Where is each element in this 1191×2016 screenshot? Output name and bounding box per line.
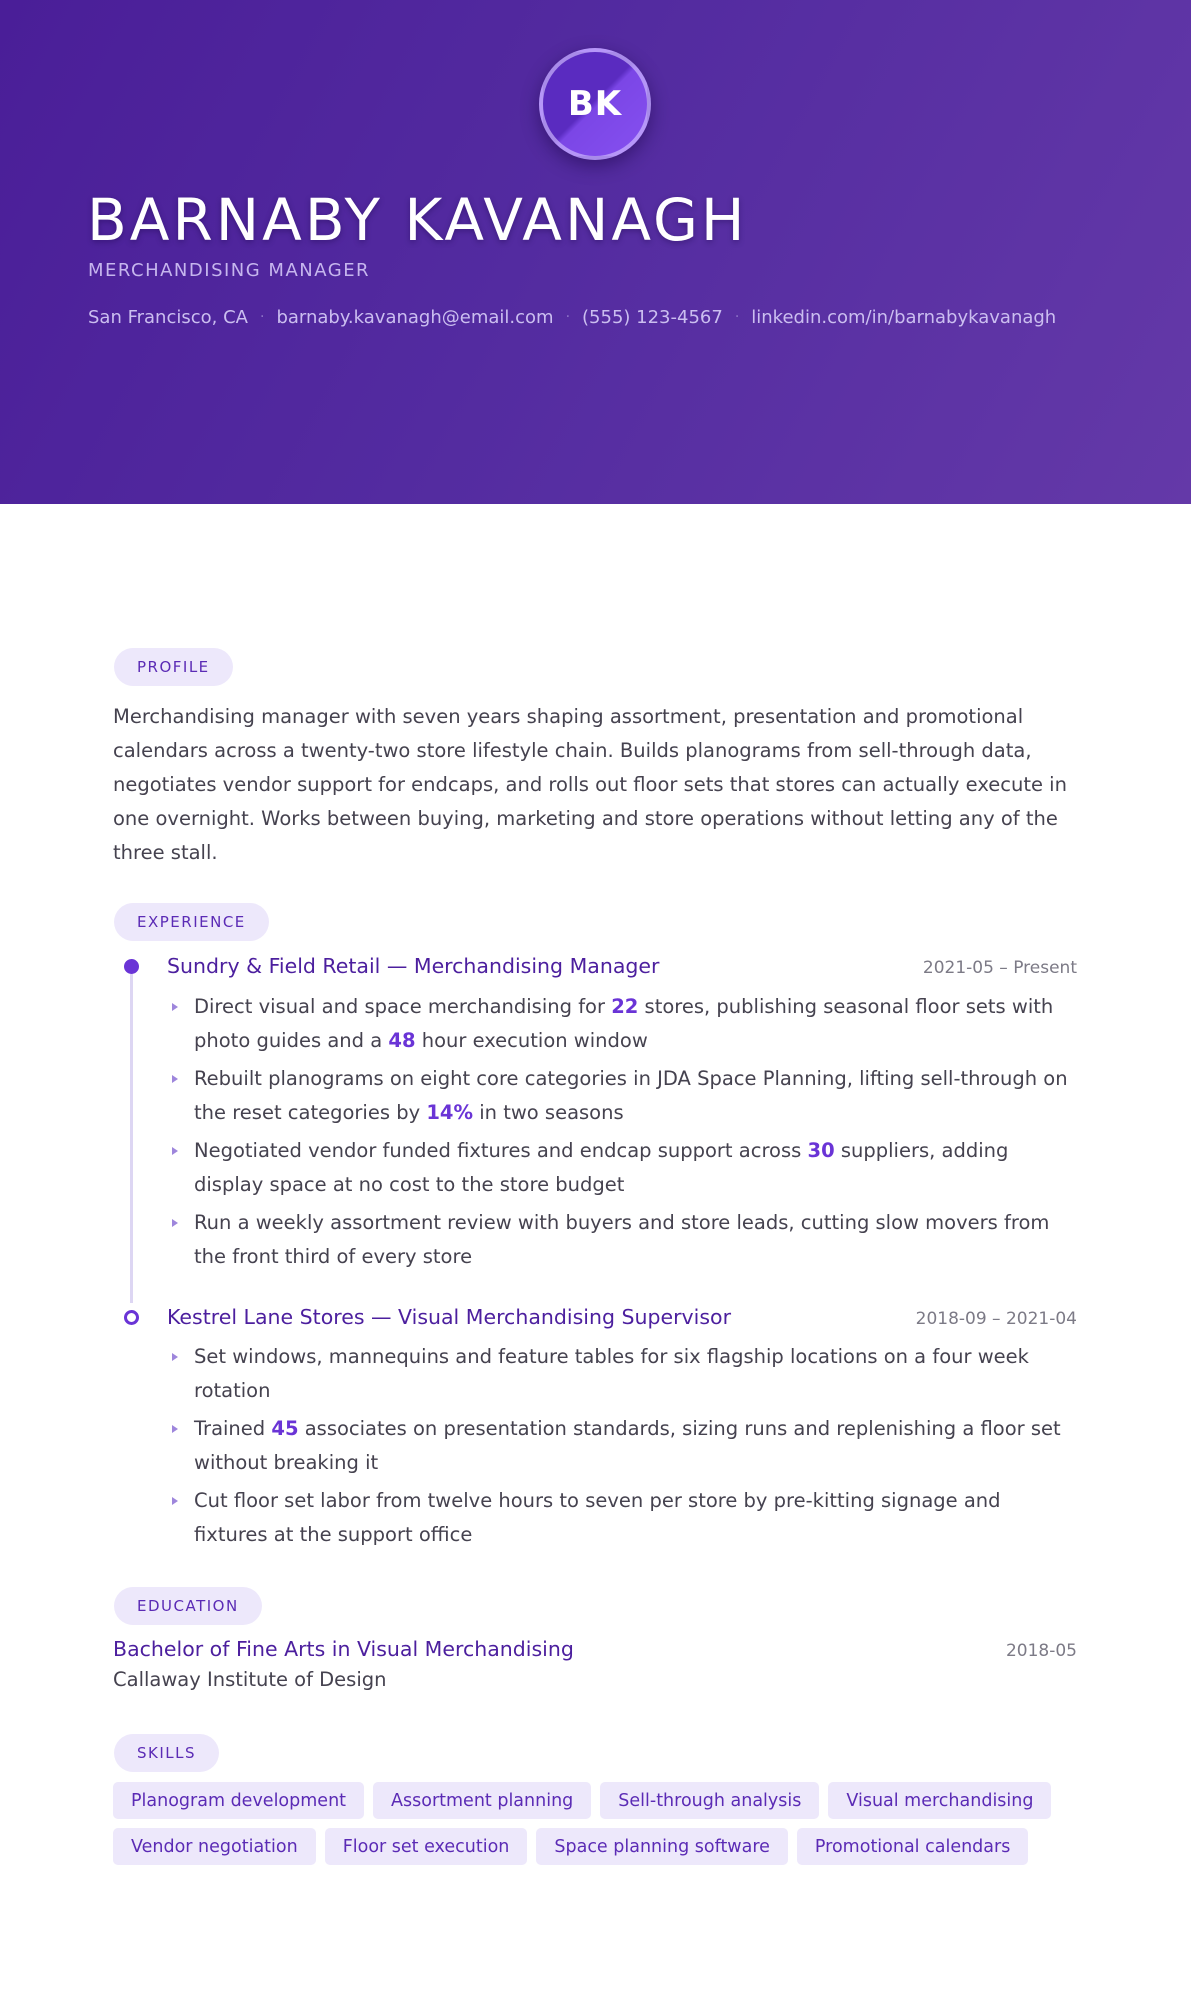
bullet-icon [172, 1497, 178, 1505]
job-dates: 2018-09 – 2021-04 [915, 1309, 1077, 1329]
contact-separator: · [565, 309, 571, 325]
bullet-icon [172, 1075, 178, 1083]
bullet-icon [172, 1147, 178, 1155]
skill-chip: Assortment planning [373, 1782, 591, 1819]
bullet-item: Negotiated vendor funded fixtures and endcap support across 30 suppliers, adding display space at no cost to the store budget [172, 1134, 1072, 1202]
bullet-item: Trained 45 associates on presentation standards, sizing runs and replenishing a floor set without breaking it [172, 1412, 1072, 1480]
contact-linkedin[interactable]: linkedin.com/in/barnabykavanagh [751, 306, 1057, 328]
timeline-dot-past [124, 1310, 139, 1325]
bullet-item: Direct visual and space merchandising for 22 stores, publishing seasonal floor sets with photo guides and a 48 hour execution window [172, 990, 1072, 1058]
bullet-icon [172, 1219, 178, 1227]
education-date: 2018-05 [1005, 1641, 1077, 1661]
skills-row [113, 1782, 1093, 1819]
education-school: Callaway Institute of Design [113, 1668, 387, 1691]
profile-summary: Merchandising manager with seven years shaping assortment, presentation and promotional calendars across a twenty-two store lifestyle chain. Builds planograms from sell-through data, negotiates vendor support for endcaps, and rolls out floor sets that stores can actually execute in one overnight. Works between buying, marketing and store operations without letting any of the three stall. [113, 705, 1067, 864]
job-bullets [172, 1340, 1072, 1556]
bullet-item: Run a weekly assortment review with buyers and store leads, cutting slow movers from the front third of every store [172, 1206, 1072, 1274]
candidate-title: MERCHANDISING MANAGER [88, 260, 371, 281]
skill-chip: Sell-through analysis [600, 1782, 819, 1819]
section-heading-profile: PROFILE [114, 648, 233, 686]
bullet-icon [172, 1353, 178, 1361]
job-title: Kestrel Lane Stores — Visual Merchandising Supervisor [167, 1305, 732, 1329]
skill-chip: Promotional calendars [797, 1828, 1028, 1865]
contact-location: San Francisco, CA [88, 306, 248, 328]
section-heading-education: EDUCATION [114, 1587, 262, 1625]
skill-chip: Vendor negotiation [113, 1828, 316, 1865]
skill-chip: Planogram development [113, 1782, 364, 1819]
skill-chip: Floor set execution [325, 1828, 528, 1865]
skill-chip: Space planning software [536, 1828, 788, 1865]
job-title: Sundry & Field Retail — Merchandising Manager [167, 954, 660, 978]
section-heading-experience: EXPERIENCE [114, 903, 269, 941]
timeline-line [130, 968, 133, 1303]
avatar [539, 48, 651, 160]
job-dates: 2021-05 – Present [922, 958, 1077, 978]
section-heading-skills: SKILLS [114, 1734, 219, 1772]
bullet-item: Rebuilt planograms on eight core categories in JDA Space Planning, lifting sell-through on the reset categories by 14% in two seasons [172, 1062, 1072, 1130]
bullet-item: Cut floor set labor from twelve hours to seven per store by pre-kitting signage and fixtures at the support office [172, 1484, 1072, 1552]
skill-chip: Visual merchandising [828, 1782, 1051, 1819]
bullet-icon [172, 1003, 178, 1011]
contact-line [88, 304, 1056, 330]
bullet-item: Set windows, mannequins and feature tables for six flagship locations on a four week rotation [172, 1340, 1072, 1408]
job-bullets [172, 990, 1072, 1278]
contact-phone[interactable]: (555) 123-4567 [582, 306, 723, 328]
timeline-dot-current [124, 959, 139, 974]
education-degree: Bachelor of Fine Arts in Visual Merchandising [113, 1637, 574, 1661]
contact-separator: · [259, 309, 265, 325]
skills-row [113, 1828, 1093, 1865]
avatar-initials: BK [567, 84, 623, 124]
contact-email[interactable]: barnaby.kavanagh@email.com [276, 306, 554, 328]
skills-list [113, 1782, 1093, 1874]
bullet-icon [172, 1425, 178, 1433]
resume-header [0, 0, 1191, 504]
contact-separator: · [734, 309, 740, 325]
candidate-name: BARNABY KAVANAGH [87, 186, 748, 254]
